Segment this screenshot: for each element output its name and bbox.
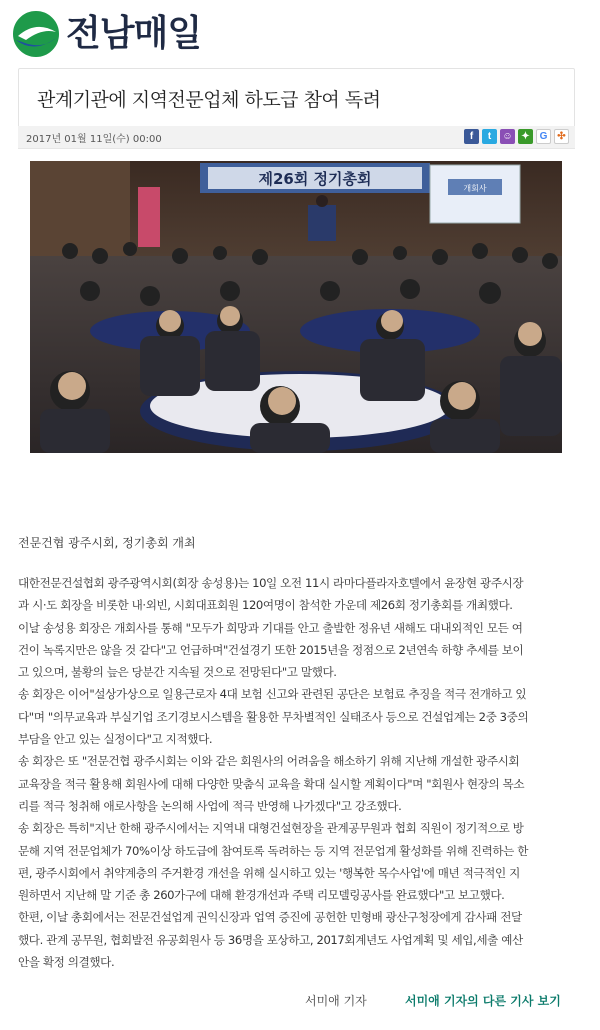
article-date: 2017년 01월 11일(수) 00:00 xyxy=(26,134,162,145)
screen-text: 개회사 xyxy=(463,184,487,193)
stage-banner-text: 제26회 정기총회 xyxy=(258,170,372,188)
article-title-box xyxy=(18,68,575,128)
article-photo xyxy=(30,161,562,453)
article-paragraph: 대한전문건설협회 광주광역시회(회장 송성용)는 10일 오전 11시 라마다플라자호텔에서 윤장현 광주시장 과 시·도 회장을 비롯한 내·외빈, 시회대표회원 120여명이 참석한 가운데 제26회 정기총회를 개최했다. xyxy=(18,576,524,613)
conference-photo-illustration xyxy=(30,161,562,453)
article-info-bar xyxy=(18,126,575,149)
masthead xyxy=(12,8,272,60)
reporter-byline: 서미애 기자 xyxy=(305,994,367,1008)
me2day-icon[interactable]: ☺ xyxy=(500,129,515,144)
twitter-icon[interactable]: t xyxy=(482,129,497,144)
article-paragraph: 한편, 이날 총회에서는 전문건설업계 권익신장과 업역 증진에 공헌한 민형배 광산구청장에게 감사패 전달 했다. 관계 공무원, 협회발전 유공회원사 등 36명을 포상하고, 2017회계년도 사업계획 및 세입,세출 예산 안을 확정 의결했다. xyxy=(18,910,523,970)
article-paragraph: 송 회장은 특히"지난 한해 광주시에서는 지역내 대형건설현장을 관계공무원과 협회 직원이 정기적으로 방 문해 지역 전문업체가 70%이상 하도급에 참여토록 독려하는 등 지역 전문업계 활성화를 위해 진력하는 한 편, 광주시회에서 취약계층의 주거환경 개선을 위해 실시하고 있는 '행복한 목수사업'에 매년 적극적인 지 원하면서 지난해 말 기준 총 260가구에 대해 환경개선과 주택 리모델링공사를 완료했다"고 보고했다. xyxy=(18,821,529,903)
article-paragraph: 송 회장은 이어"설상가상으로 일용근로자 4대 보험 신고와 관련된 공단은 보험료 추징을 적극 전개하고 있 다"며 "의무교육과 부실기업 조기경보시스템을 활용한 무차별적인 실태조사 등으로 건설업계는 2중 3중의 부담을 안고 있는 실정이다"고 지적했다. xyxy=(18,687,529,747)
logo-text[interactable]: 전남매일 xyxy=(66,13,202,54)
article-paragraph: 이날 송성용 회장은 개회사를 통해 "모두가 희망과 기대를 안고 출발한 정유년 새해도 대내외적인 모든 여 건이 녹록지만은 않을 것 같다"고 언급하며"건설경기 또한 2015년을 정점으로 2년연속 하향 추세를 보이 고 있으며, 불황의 늪은 당분간 지속될 것으로 전망된다"고 말했다. xyxy=(18,620,524,680)
photo-caption: 전문건협 광주시회, 정기총회 개최 xyxy=(18,536,196,550)
windows-icon[interactable]: ✣ xyxy=(554,129,569,144)
article-title: 관계기관에 지역전문업체 하도급 참여 독려 xyxy=(37,89,381,111)
reporter-more-articles-link[interactable]: 서미애 기자의 다른 기사 보기 xyxy=(405,994,561,1008)
article-paragraph: 송 회장은 또 "전문건협 광주시회는 이와 같은 회원사의 어려움을 해소하기 위해 지난해 개설한 광주시회 교육장을 적극 활용해 회원사에 대해 다양한 맞춤식 교육을 확대 실시할 계획이다"며 "회원사 현장의 목소 리를 적극 청취해 애로사항을 논의해 사업에 적극 반영해 나가겠다"고 강조했다. xyxy=(18,754,525,813)
share-buttons xyxy=(464,129,569,144)
google-icon[interactable]: G xyxy=(536,129,551,144)
facebook-icon[interactable]: f xyxy=(464,129,479,144)
yozm-icon[interactable]: ✦ xyxy=(518,129,533,144)
newspaper-logo-icon[interactable] xyxy=(12,10,60,58)
article-body xyxy=(18,572,578,973)
